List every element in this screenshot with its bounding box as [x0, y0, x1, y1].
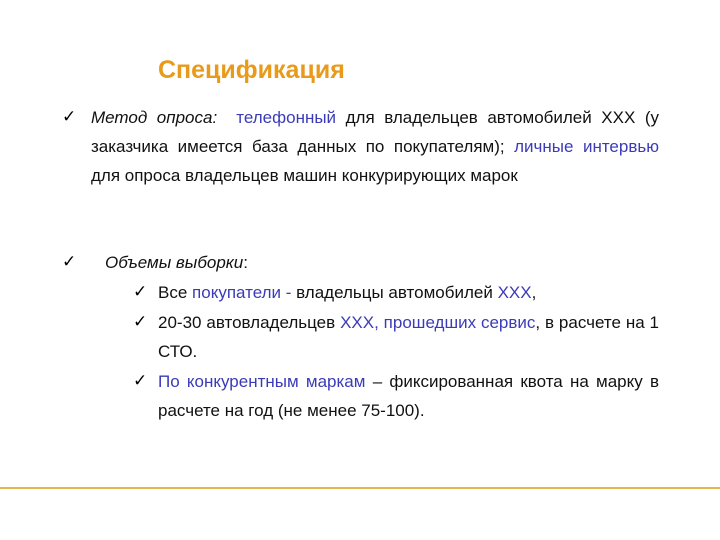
sample-label: Объемы выборки: [105, 253, 244, 272]
sub1-highlight2: ХХХ: [497, 283, 532, 302]
method-label: Метод опроса:: [91, 108, 218, 127]
footer-divider: [0, 487, 720, 489]
item-sample-heading: [105, 248, 605, 277]
sub3-text: – фиксированная квота на марку в расчете на год (не менее 75-100).: [158, 372, 659, 420]
checkmark-icon: ✓: [62, 252, 77, 272]
sub1-suffix: ,: [531, 283, 537, 302]
item-method: [91, 103, 659, 190]
sub1-highlight: покупатели -: [192, 283, 292, 302]
checkmark-icon: ✓: [133, 282, 148, 302]
sub3-highlight: По конкурентным маркам: [158, 372, 366, 391]
method-interview-text: для опроса владельцев машин конкурирующих марок: [91, 166, 518, 185]
slide-title: Спецификация: [158, 56, 345, 84]
sub-item-owners: [158, 308, 659, 366]
method-phone: телефонный: [236, 108, 337, 127]
sub-item-buyers: [158, 278, 658, 307]
sub-item-competitors: [158, 367, 659, 425]
sub1-prefix: Все: [158, 283, 188, 302]
checkmark-icon: ✓: [62, 107, 77, 127]
sub2-highlight: ХХХ, прошедших сервис: [340, 313, 536, 332]
method-phone-text: для владельцев автомобилей ХХХ (у заказчика имеется база данных по покупателям);: [91, 108, 660, 156]
sub1-text: владельцы автомобилей: [296, 283, 493, 302]
checkmark-icon: ✓: [133, 371, 148, 391]
sample-colon: :: [243, 253, 249, 272]
sub2-text: , в расчете на 1 СТО.: [158, 313, 660, 361]
checkmark-icon: ✓: [133, 312, 148, 332]
method-interview: личные интервью: [514, 137, 659, 156]
sub2-prefix: 20-30 автовладельцев: [158, 313, 336, 332]
